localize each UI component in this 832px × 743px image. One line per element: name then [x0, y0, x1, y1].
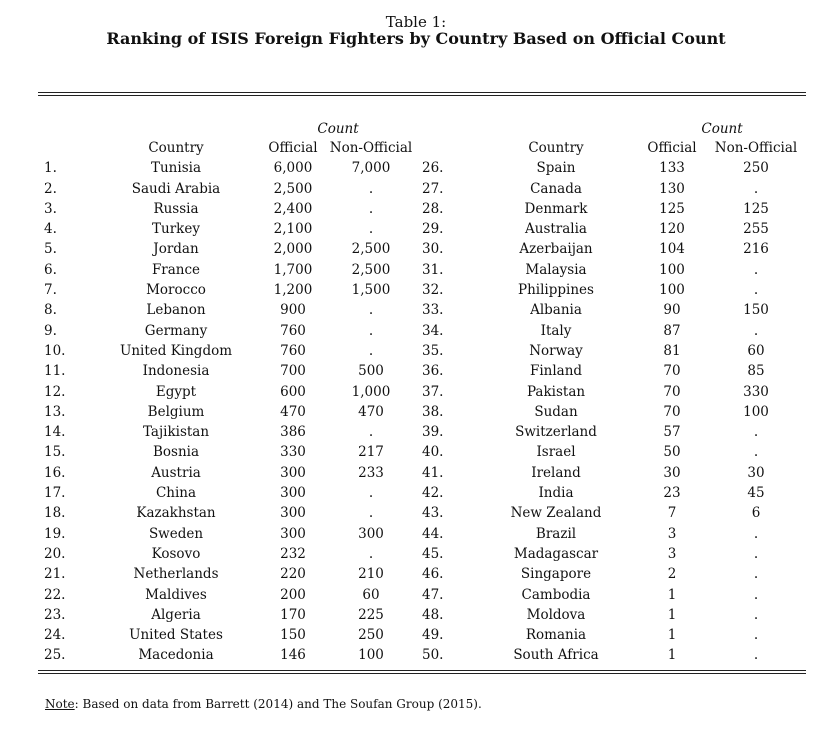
cell-nonofficial: 6	[751, 505, 761, 522]
cell-nonofficial: .	[753, 322, 759, 339]
cell-official: 133	[659, 160, 685, 177]
cell-rank: 8.	[44, 302, 57, 319]
cell-country: Singapore	[520, 566, 592, 583]
cell-rank: 3.	[44, 200, 57, 217]
table-row	[38, 219, 806, 239]
cell-nonofficial: 233	[358, 464, 384, 481]
cell-rank: 13.	[44, 403, 66, 420]
table-row	[38, 158, 806, 178]
cell-rank: 15.	[44, 444, 66, 461]
cell-official: 700	[280, 363, 306, 380]
cell-nonofficial: 60	[362, 586, 380, 603]
cell-rank: 47.	[422, 586, 444, 603]
cell-official: 90	[663, 302, 681, 319]
cell-country: Pakistan	[526, 383, 586, 400]
cell-country: Australia	[525, 221, 587, 238]
cell-rank: 4.	[44, 221, 57, 238]
cell-rank: 39.	[422, 424, 444, 441]
cell-official: 300	[280, 505, 306, 522]
cell-country: Moldova	[526, 606, 586, 623]
cell-official: 2,000	[273, 241, 313, 258]
table-row	[38, 524, 806, 544]
cell-official: 2,100	[273, 221, 313, 238]
cell-nonofficial: .	[753, 444, 759, 461]
cell-official: 150	[280, 627, 306, 644]
cell-nonofficial: 7,000	[351, 160, 391, 177]
cell-rank: 2.	[44, 180, 57, 197]
cell-country: Maldives	[145, 586, 207, 603]
cell-rank: 10.	[44, 342, 66, 359]
cell-nonofficial: 225	[358, 606, 384, 623]
cell-country: Germany	[144, 322, 208, 339]
cell-rank: 35.	[422, 342, 444, 359]
cell-official: 50	[663, 444, 681, 461]
cell-country: Lebanon	[146, 302, 206, 319]
cell-official: 1,200	[273, 282, 313, 299]
cell-rank: 38.	[422, 403, 444, 420]
cell-rank: 23.	[44, 606, 66, 623]
column-header-country: Country	[528, 140, 584, 156]
cell-nonofficial: 250	[743, 160, 769, 177]
cell-country: Egypt	[155, 383, 197, 400]
cell-rank: 44.	[422, 525, 444, 542]
cell-nonofficial: .	[368, 302, 374, 319]
cell-nonofficial: .	[753, 627, 759, 644]
cell-rank: 17.	[44, 485, 66, 502]
cell-rank: 27.	[422, 180, 444, 197]
cell-official: 3	[667, 545, 677, 562]
bottom-rule-2	[38, 673, 806, 674]
cell-nonofficial: 30	[747, 464, 765, 481]
cell-official: 1	[667, 606, 677, 623]
cell-country: Norway	[529, 342, 583, 359]
cell-official: 1,700	[273, 261, 313, 278]
cell-country: South Africa	[513, 647, 599, 664]
table-row	[38, 625, 806, 645]
table-row	[38, 422, 806, 442]
cell-official: 70	[663, 403, 681, 420]
column-header-country: Country	[148, 140, 204, 156]
table-row	[38, 605, 806, 625]
cell-rank: 20.	[44, 545, 66, 562]
cell-nonofficial: .	[753, 606, 759, 623]
cell-country: Tajikistan	[142, 424, 210, 441]
cell-official: 2,500	[273, 180, 313, 197]
cell-nonofficial: .	[753, 525, 759, 542]
cell-official: 57	[663, 424, 681, 441]
cell-official: 146	[280, 647, 306, 664]
cell-rank: 34.	[422, 322, 444, 339]
cell-nonofficial: 85	[747, 363, 765, 380]
cell-nonofficial: 216	[743, 241, 769, 258]
cell-official: 2	[667, 566, 677, 583]
cell-official: 220	[280, 566, 306, 583]
count-group-header: Count	[701, 121, 743, 137]
count-group-header: Count	[317, 121, 359, 137]
cell-nonofficial: .	[368, 505, 374, 522]
note-text: : Based on data from Barrett (2014) and The Soufan Group (2015).	[74, 697, 482, 711]
cell-country: Italy	[540, 322, 572, 339]
table-row	[38, 564, 806, 584]
cell-nonofficial: 150	[743, 302, 769, 319]
cell-nonofficial: .	[753, 261, 759, 278]
top-rule-2	[38, 95, 806, 96]
cell-nonofficial: 255	[743, 221, 769, 238]
cell-nonofficial: .	[368, 545, 374, 562]
cell-country: Belgium	[147, 403, 205, 420]
cell-nonofficial: .	[368, 200, 374, 217]
cell-rank: 31.	[422, 261, 444, 278]
cell-official: 130	[659, 180, 685, 197]
cell-official: 70	[663, 383, 681, 400]
cell-country: Sudan	[534, 403, 578, 420]
cell-country: Sweden	[148, 525, 204, 542]
cell-rank: 5.	[44, 241, 57, 258]
cell-rank: 22.	[44, 586, 66, 603]
cell-rank: 21.	[44, 566, 66, 583]
cell-country: Azerbaijan	[519, 241, 593, 258]
top-rule-1	[38, 92, 806, 93]
cell-official: 760	[280, 342, 306, 359]
cell-country: Brazil	[535, 525, 577, 542]
cell-nonofficial: .	[368, 221, 374, 238]
cell-official: 200	[280, 586, 306, 603]
table-row	[38, 483, 806, 503]
cell-official: 81	[663, 342, 681, 359]
cell-rank: 26.	[422, 160, 444, 177]
bottom-rule-1	[38, 670, 806, 671]
table-body	[38, 158, 806, 665]
cell-nonofficial: .	[368, 342, 374, 359]
cell-official: 470	[280, 403, 306, 420]
cell-country: Madagascar	[513, 545, 599, 562]
table-row	[38, 199, 806, 219]
cell-nonofficial: .	[753, 586, 759, 603]
cell-nonofficial: 500	[358, 363, 384, 380]
cell-official: 100	[659, 282, 685, 299]
cell-rank: 12.	[44, 383, 66, 400]
cell-official: 104	[659, 241, 685, 258]
cell-country: Denmark	[524, 200, 588, 217]
cell-rank: 11.	[44, 363, 66, 380]
cell-rank: 48.	[422, 606, 444, 623]
table-row	[38, 300, 806, 320]
cell-country: China	[155, 485, 197, 502]
cell-country: New Zealand	[510, 505, 602, 522]
cell-country: Russia	[153, 200, 199, 217]
cell-rank: 14.	[44, 424, 66, 441]
cell-nonofficial: 217	[358, 444, 384, 461]
cell-rank: 46.	[422, 566, 444, 583]
cell-country: Cambodia	[521, 586, 591, 603]
cell-country: United States	[129, 627, 223, 644]
cell-official: 300	[280, 485, 306, 502]
cell-official: 6,000	[273, 160, 313, 177]
table-title: Ranking of ISIS Foreign Fighters by Country Based on Official Count	[106, 29, 726, 48]
cell-rank: 45.	[422, 545, 444, 562]
cell-nonofficial: 250	[358, 627, 384, 644]
cell-rank: 6.	[44, 261, 57, 278]
column-header-official: Official	[268, 140, 318, 156]
cell-nonofficial: 125	[743, 200, 769, 217]
table-row	[38, 585, 806, 605]
cell-rank: 41.	[422, 464, 444, 481]
fighters-table	[38, 121, 806, 666]
cell-country: Austria	[151, 464, 201, 481]
cell-country: Switzerland	[515, 424, 597, 441]
cell-rank: 29.	[422, 221, 444, 238]
table-row	[38, 382, 806, 402]
cell-country: Israel	[536, 444, 576, 461]
cell-nonofficial: .	[753, 647, 759, 664]
cell-rank: 50.	[422, 647, 444, 664]
cell-country: Saudi Arabia	[131, 180, 221, 197]
cell-official: 23	[663, 485, 681, 502]
cell-country: Morocco	[146, 282, 206, 299]
cell-official: 120	[659, 221, 685, 238]
table-note	[45, 697, 482, 711]
cell-official: 1	[667, 627, 677, 644]
cell-country: Tunisia	[150, 160, 201, 177]
cell-official: 100	[659, 261, 685, 278]
table-caption-number: Table 1:	[385, 13, 447, 31]
column-header-nonofficial: Non-Official	[329, 140, 413, 156]
cell-rank: 18.	[44, 505, 66, 522]
cell-nonofficial: 60	[747, 342, 765, 359]
cell-rank: 33.	[422, 302, 444, 319]
cell-country: United Kingdom	[119, 342, 233, 359]
cell-country: Kosovo	[151, 545, 201, 562]
cell-country: Philippines	[518, 282, 594, 299]
cell-country: Netherlands	[133, 566, 219, 583]
cell-nonofficial: 300	[358, 525, 384, 542]
cell-rank: 24.	[44, 627, 66, 644]
table-row	[38, 341, 806, 361]
cell-official: 330	[280, 444, 306, 461]
cell-nonofficial: .	[753, 282, 759, 299]
cell-official: 900	[280, 302, 306, 319]
cell-rank: 42.	[422, 485, 444, 502]
cell-nonofficial: .	[368, 485, 374, 502]
cell-country: Albania	[530, 302, 582, 319]
cell-official: 30	[663, 464, 681, 481]
cell-rank: 7.	[44, 282, 57, 299]
cell-official: 1	[667, 647, 677, 664]
cell-rank: 49.	[422, 627, 444, 644]
cell-nonofficial: 2,500	[351, 241, 391, 258]
cell-official: 1	[667, 586, 677, 603]
cell-nonofficial: .	[753, 566, 759, 583]
cell-country: Malaysia	[525, 261, 587, 278]
cell-official: 70	[663, 363, 681, 380]
table-row	[38, 544, 806, 564]
cell-rank: 25.	[44, 647, 66, 664]
cell-rank: 28.	[422, 200, 444, 217]
cell-rank: 1.	[44, 160, 57, 177]
cell-official: 170	[280, 606, 306, 623]
cell-country: Turkey	[152, 221, 200, 238]
cell-nonofficial: 1,500	[351, 282, 391, 299]
cell-nonofficial: .	[368, 180, 374, 197]
cell-country: Romania	[525, 627, 587, 644]
table-row	[38, 645, 806, 665]
cell-official: 87	[663, 322, 681, 339]
cell-country: India	[538, 485, 574, 502]
cell-nonofficial: 45	[747, 485, 765, 502]
cell-rank: 16.	[44, 464, 66, 481]
cell-country: Finland	[529, 363, 583, 380]
table-row	[38, 321, 806, 341]
cell-official: 7	[667, 505, 677, 522]
cell-rank: 36.	[422, 363, 444, 380]
cell-rank: 19.	[44, 525, 66, 542]
table-row	[38, 463, 806, 483]
cell-country: Bosnia	[152, 444, 200, 461]
cell-official: 232	[280, 545, 306, 562]
cell-nonofficial: 2,500	[351, 261, 391, 278]
cell-official: 125	[659, 200, 685, 217]
cell-country: Canada	[530, 180, 582, 197]
cell-nonofficial: .	[753, 424, 759, 441]
cell-nonofficial: .	[368, 424, 374, 441]
cell-nonofficial: 100	[743, 403, 769, 420]
cell-nonofficial: 330	[743, 383, 769, 400]
cell-nonofficial: .	[753, 545, 759, 562]
cell-rank: 43.	[422, 505, 444, 522]
column-header-nonofficial: Non-Official	[714, 140, 798, 156]
cell-rank: 40.	[422, 444, 444, 461]
cell-official: 760	[280, 322, 306, 339]
table-row	[38, 280, 806, 300]
cell-rank: 9.	[44, 322, 57, 339]
cell-country: Kazakhstan	[136, 505, 216, 522]
cell-rank: 37.	[422, 383, 444, 400]
cell-official: 600	[280, 383, 306, 400]
cell-country: Spain	[536, 160, 576, 177]
cell-nonofficial: .	[368, 322, 374, 339]
cell-nonofficial: 210	[358, 566, 384, 583]
cell-rank: 30.	[422, 241, 444, 258]
cell-official: 3	[667, 525, 677, 542]
cell-country: Algeria	[151, 606, 201, 623]
cell-nonofficial: 100	[358, 647, 384, 664]
table-row	[38, 260, 806, 280]
table-row	[38, 402, 806, 422]
table-row	[38, 179, 806, 199]
cell-country: Macedonia	[138, 647, 214, 664]
column-header-official: Official	[647, 140, 697, 156]
cell-official: 300	[280, 464, 306, 481]
table-row	[38, 239, 806, 259]
cell-country: Indonesia	[142, 363, 210, 380]
cell-country: France	[151, 261, 201, 278]
cell-nonofficial: 1,000	[351, 383, 391, 400]
cell-nonofficial: 470	[358, 403, 384, 420]
cell-official: 2,400	[273, 200, 313, 217]
table-row	[38, 361, 806, 381]
cell-official: 386	[280, 424, 306, 441]
note-label: Note	[45, 697, 75, 711]
cell-country: Ireland	[531, 464, 581, 481]
table-row	[38, 503, 806, 523]
cell-nonofficial: .	[753, 180, 759, 197]
cell-official: 300	[280, 525, 306, 542]
table-row	[38, 442, 806, 462]
cell-country: Jordan	[153, 241, 199, 258]
cell-rank: 32.	[422, 282, 444, 299]
